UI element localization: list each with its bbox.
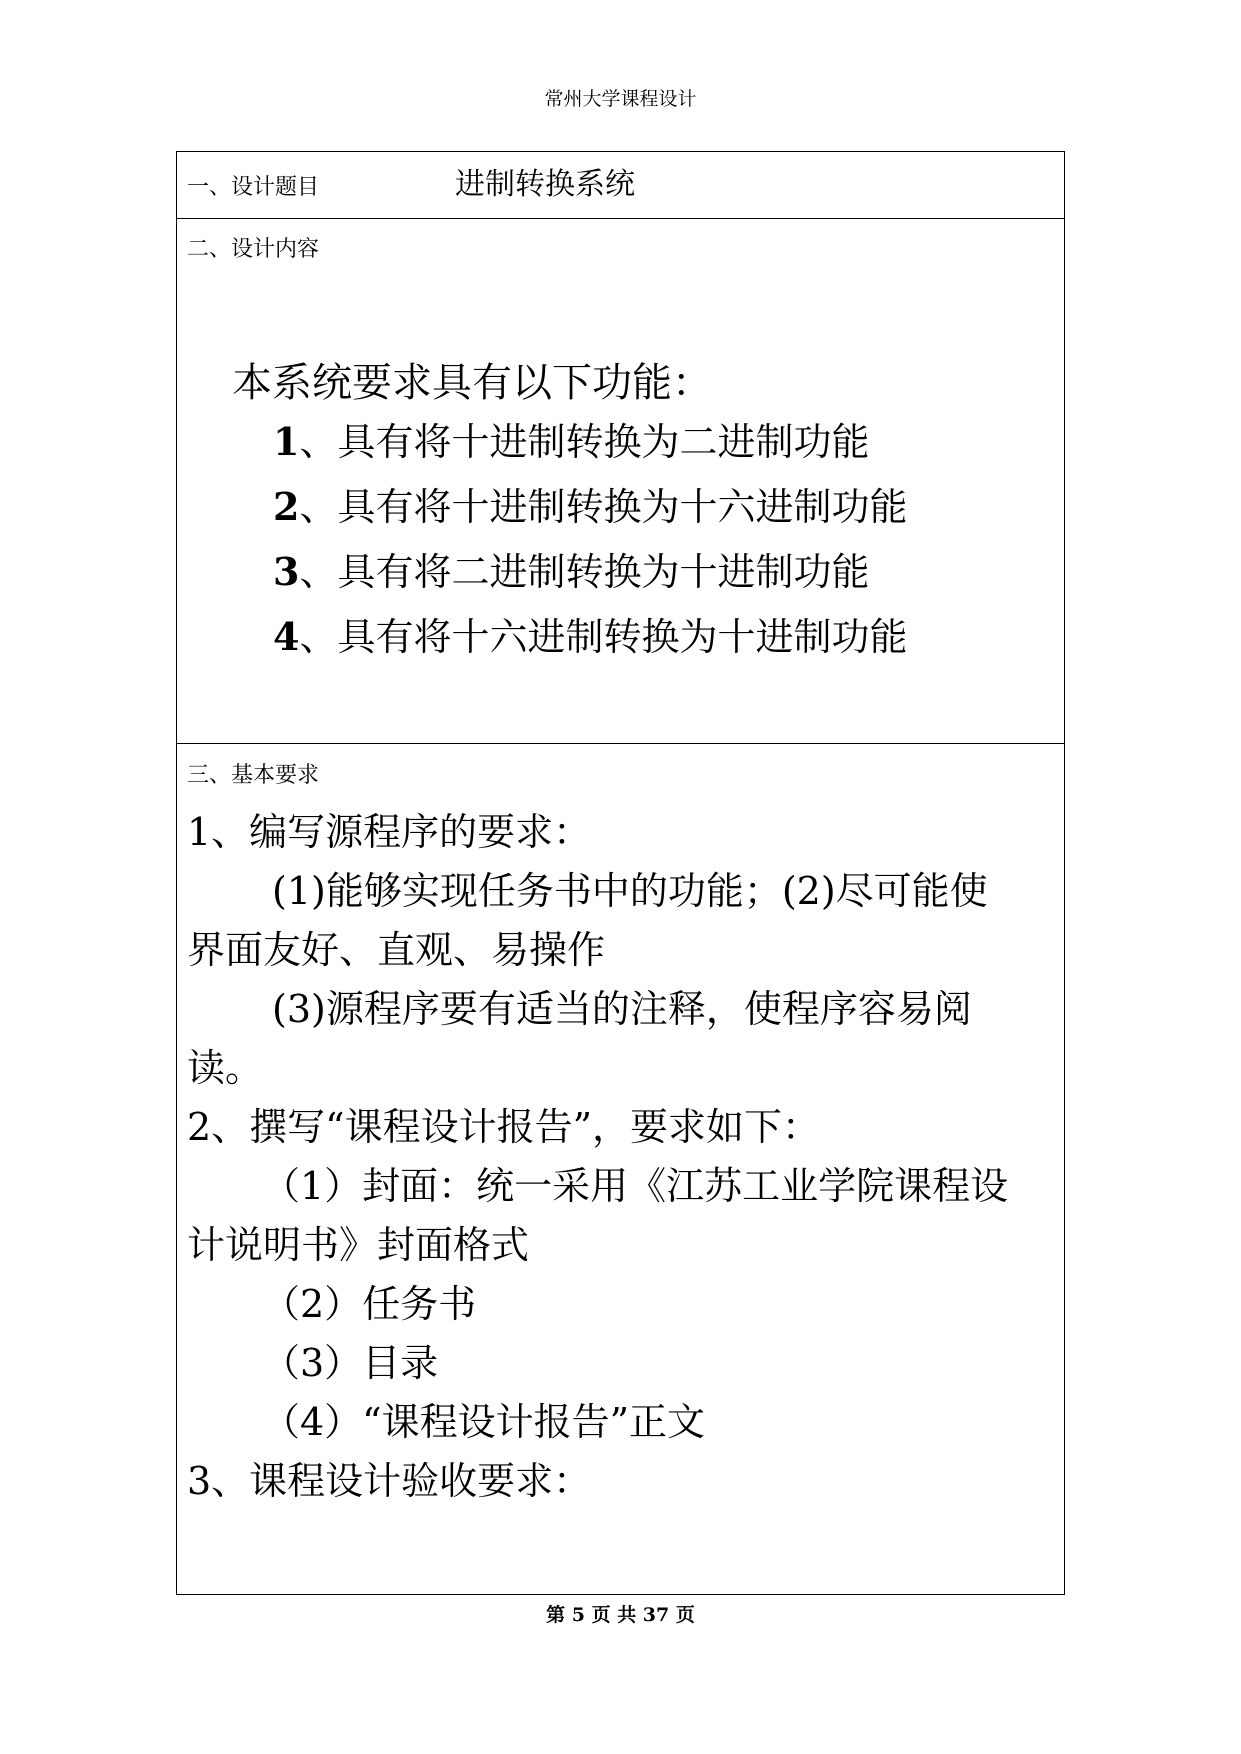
design-title-label: 一、设计题目 — [187, 175, 320, 200]
content-intro: 本系统要求具有以下功能： — [232, 360, 712, 406]
requirement-line: 2、撰写“课程设计报告”，要求如下： — [187, 1105, 821, 1149]
design-title-row — [177, 152, 1064, 219]
requirement-line: (3)源程序要有适当的注释，使程序容易阅 — [272, 987, 972, 1031]
requirement-line: 1、编写源程序的要求： — [187, 810, 592, 854]
requirement-line: （4）“课程设计报告”正文 — [262, 1400, 706, 1444]
function-number: 1 — [273, 419, 300, 464]
basic-requirements-label: 三、基本要求 — [187, 763, 320, 788]
function-text: 、具有将二进制转换为十进制功能 — [299, 550, 870, 594]
design-content-label: 二、设计内容 — [187, 237, 320, 262]
function-text: 、具有将十进制转换为二进制功能 — [299, 420, 870, 464]
requirement-line: 读。 — [187, 1046, 264, 1090]
course-design-table — [176, 151, 1065, 1595]
function-text: 、具有将十进制转换为十六进制功能 — [299, 485, 908, 529]
function-number: 2 — [273, 484, 300, 529]
requirement-line: （3）目录 — [262, 1341, 439, 1385]
function-number: 3 — [273, 549, 300, 594]
design-content-row — [177, 219, 1064, 744]
page-header: 常州大学课程设计 — [544, 88, 697, 110]
function-item — [273, 549, 869, 595]
function-item — [273, 419, 869, 465]
requirement-line: (1)能够实现任务书中的功能；(2)尽可能使 — [272, 869, 988, 913]
design-title-value: 进制转换系统 — [455, 167, 635, 202]
function-item — [273, 484, 907, 530]
requirement-line: 3、课程设计验收要求： — [187, 1459, 592, 1503]
page-footer: 第 5 页 共 37 页 — [546, 1604, 695, 1626]
requirement-line: （1）封面：统一采用《江苏工业学院课程设 — [262, 1164, 1009, 1208]
basic-requirements-row — [177, 744, 1064, 1594]
requirement-line: 界面友好、直观、易操作 — [187, 928, 606, 972]
function-text: 、具有将十六进制转换为十进制功能 — [299, 615, 908, 659]
function-number: 4 — [273, 614, 300, 659]
function-item — [273, 614, 907, 660]
requirement-line: 计说明书》封面格式 — [187, 1223, 530, 1267]
requirement-line: （2）任务书 — [262, 1282, 477, 1326]
